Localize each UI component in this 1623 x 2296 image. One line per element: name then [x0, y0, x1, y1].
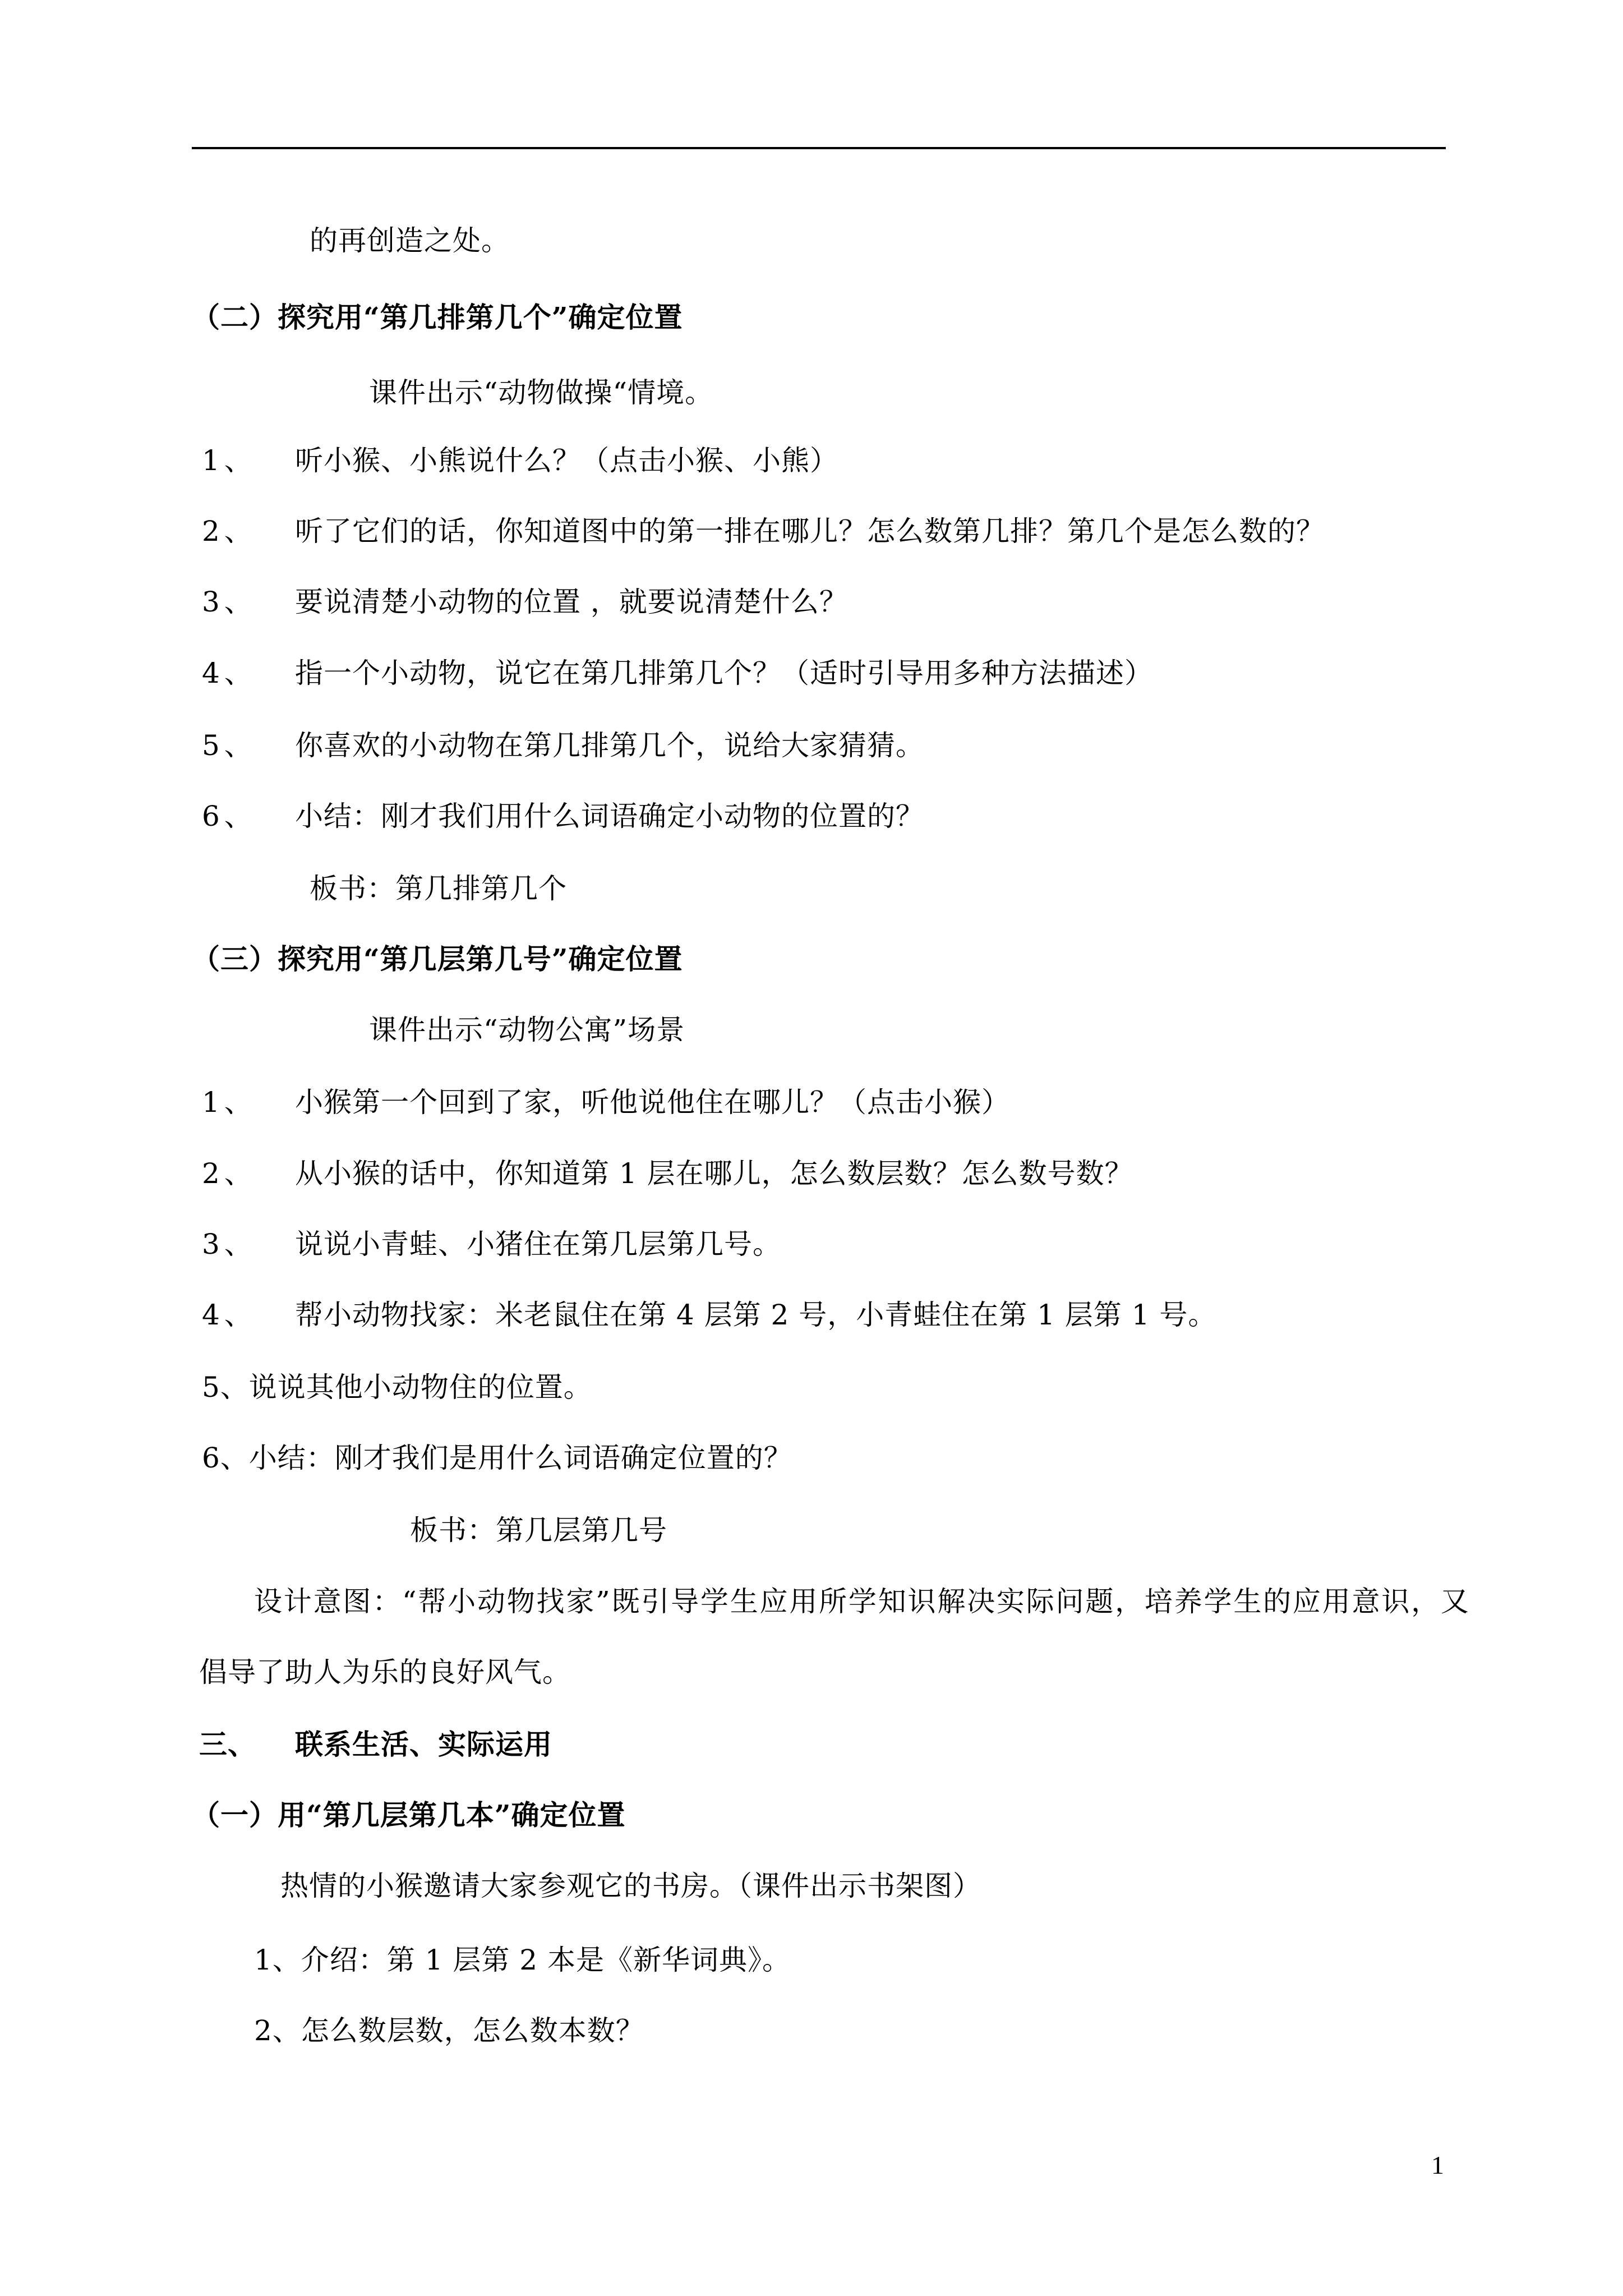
list-item-text: 小猴第一个回到了家，听他说他住在哪儿？（点击小猴） — [295, 1086, 1010, 1119]
section-heading: （三）探究用“第几层第几号”确定位置 — [192, 942, 683, 976]
list-item-text: 指一个小动物，说它在第几排第几个？（适时引导用多种方法描述） — [295, 657, 1153, 689]
list-item — [0, 1227, 1623, 1261]
section-heading: （二）探究用“第几排第几个”确定位置 — [192, 301, 683, 334]
list-item: 5、说说其他小动物住的位置。 — [202, 1371, 592, 1404]
page-number: 1 — [1431, 2151, 1444, 2179]
list-item-number: 3、 — [202, 1228, 257, 1260]
part-heading-title: 联系生活、实际运用 — [295, 1728, 552, 1761]
part-heading-number: 三、 — [199, 1728, 256, 1761]
list-item-number: 1、 — [202, 1086, 257, 1119]
list-item — [0, 729, 1623, 762]
list-item-text: 帮小动物找家：米老鼠住在第 4 层第 2 号，小青蛙住在第 1 层第 1 号。 — [295, 1299, 1217, 1331]
list-item — [0, 1298, 1623, 1332]
header-rule — [192, 147, 1446, 149]
list-item-text: 听小猴、小熊说什么？（点击小猴、小熊） — [295, 444, 838, 477]
list-item-number: 4、 — [202, 657, 257, 689]
list-item-text: 小结：刚才我们用什么词语确定小动物的位置的？ — [295, 800, 924, 832]
list-item-number: 4、 — [202, 1299, 257, 1331]
list-item-number: 1、 — [202, 444, 257, 477]
intro-text: 课件出示“动物公寓”场景 — [369, 1014, 685, 1046]
part-heading — [0, 1728, 1623, 1761]
list-item-number: 2、 — [202, 515, 257, 547]
design-intent-line: 倡导了助人为乐的良好风气。 — [199, 1656, 571, 1688]
list-item-text: 你喜欢的小动物在第几排第几个，说给大家猜猜。 — [295, 729, 924, 762]
list-item — [0, 444, 1623, 477]
list-item-number: 6、 — [202, 800, 257, 832]
list-item-text: 听了它们的话，你知道图中的第一排在哪儿？怎么数第几排？第几个是怎么数的？ — [295, 515, 1325, 547]
list-item — [0, 585, 1623, 619]
list-item-number: 2、 — [202, 1157, 257, 1190]
intro-text: 热情的小猴邀请大家参观它的书房。（课件出示书架图） — [280, 1870, 981, 1902]
list-item-text: 要说清楚小动物的位置 ，就要说清楚什么？ — [295, 586, 848, 618]
design-intent-line: 设计意图：“帮小动物找家”既引导学生应用所学知识解决实际问题，培养学生的应用意识，又 — [254, 1585, 1470, 1618]
list-item — [0, 1157, 1623, 1190]
section-heading: （一）用“第几层第几本”确定位置 — [192, 1798, 626, 1832]
list-item-text: 从小猴的话中，你知道第 1 层在哪儿，怎么数层数？怎么数号数？ — [295, 1157, 1133, 1190]
list-item: 6、小结：刚才我们是用什么词语确定位置的？ — [202, 1442, 792, 1474]
list-item-number: 3、 — [202, 586, 257, 618]
list-item: 2、怎么数层数，怎么数本数？ — [254, 2014, 644, 2047]
list-item-text: 说说小青蛙、小猪住在第几层第几号。 — [295, 1228, 781, 1260]
continuation-text: 的再创造之处。 — [310, 224, 510, 257]
list-item: 1、介绍：第 1 层第 2 本是《新华词典》。 — [254, 1944, 791, 1976]
intro-text: 课件出示“动物做操“情境。 — [369, 376, 714, 409]
list-item — [0, 1085, 1623, 1119]
list-item — [0, 514, 1623, 548]
board-note: 板书：第几层第几号 — [410, 1514, 667, 1547]
list-item — [0, 799, 1623, 833]
board-note: 板书：第几排第几个 — [310, 872, 567, 905]
list-item — [0, 656, 1623, 690]
list-item-number: 5、 — [202, 729, 257, 762]
